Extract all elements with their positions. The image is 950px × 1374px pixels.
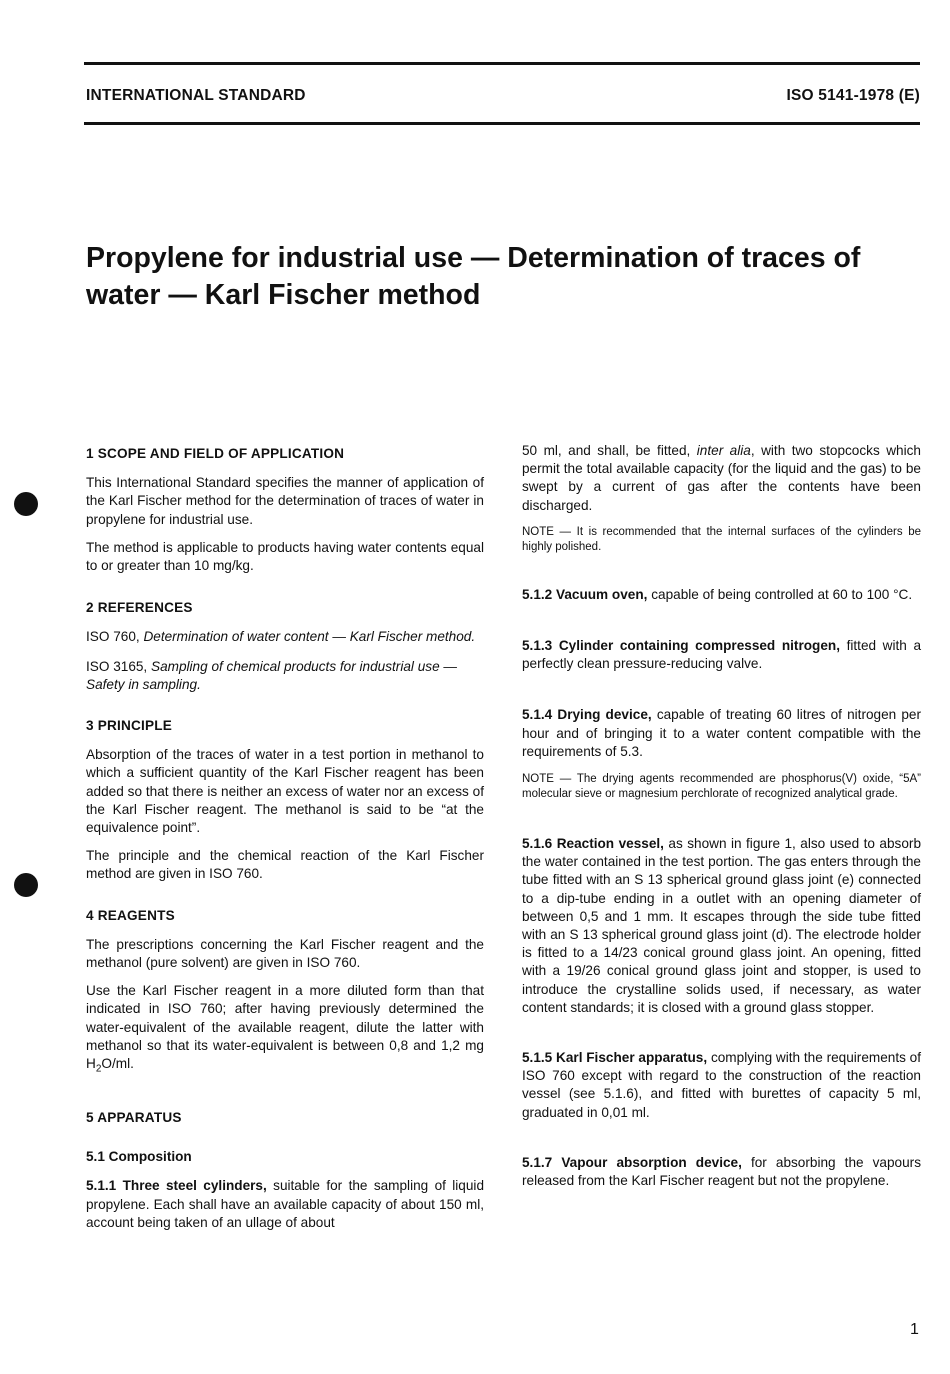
subsection-heading-composition: 5.1 Composition (86, 1149, 192, 1165)
clause-term: Vapour absorption device, (561, 1154, 742, 1170)
clause-number: 5.1.5 (522, 1050, 553, 1066)
reference-item (86, 628, 484, 646)
reagents-paragraph: The prescriptions concerning the Karl Fischer reagent and the methanol (pure solvent) are given in ISO 760. (86, 936, 484, 971)
note-cylinder-surfaces: NOTE — It is recommended that the internal surfaces of the cylinders be highly polished. (522, 525, 921, 553)
clause-term: Three steel cylinders, (122, 1178, 267, 1194)
clause-5-1-6 (522, 835, 921, 1017)
clause-term: Drying device, (557, 707, 652, 723)
continuation-text: 50 ml, and shall, be fitted, (522, 443, 691, 458)
clause-number: 5.1.3 (522, 638, 553, 654)
section-heading-reagents: 4 REAGENTS (86, 907, 175, 923)
section-heading-apparatus: 5 APPARATUS (86, 1110, 182, 1125)
reference-title: Determination of water content — Karl Fischer method. (143, 629, 476, 645)
reference-code: ISO 760, (86, 629, 140, 645)
title-line-2: water — Karl Fischer method (86, 279, 481, 311)
title-line-1: Propylene for industrial use — Determination of traces of (86, 242, 861, 274)
clause-text: complying with the requirements of ISO 760 except with regard to the construction of the reaction vessel (see 5.1.6), and fitted with burettes of capacity 5 ml, graduated in 0,01 ml. (522, 1050, 922, 1120)
right-column (522, 442, 921, 1190)
continuation-text-end: , with two stopcocks which permit the total available capacity (for the liquid and the gas) to be swept by a current of gas after the contents have been discharged. (522, 443, 921, 513)
clause-5-1-1 (86, 1177, 484, 1232)
note-drying-agents: NOTE — The drying agents recommended are phosphorus(V) oxide, “5A” molecular sieve or magnesium perchlorate of recognized analytical grade. (522, 773, 921, 801)
margin-bullet-mark (14, 873, 38, 897)
header-bottom-rule (84, 122, 920, 125)
reference-item (86, 658, 484, 694)
dilution-text: Use the Karl Fischer reagent in a more diluted form than that indicated in ISO 760; after having previously determined the water-equivalent of the available reagent, dilute the latter with methanol so that its water-equivalent is between 0,8 and 1,2 mg H (86, 983, 484, 1072)
clause-term: Karl Fischer apparatus, (556, 1050, 708, 1066)
standard-number-label: ISO 5141-1978 (E) (786, 87, 920, 104)
section-heading-principle: 3 PRINCIPLE (86, 718, 173, 734)
clause-text: capable of treating 60 litres of nitrogen per hour and of bringing it to a water content compatible with the requirements of 5.3. (522, 707, 921, 759)
clause-5-1-4 (522, 706, 921, 761)
clause-term: Vacuum oven, (556, 586, 648, 602)
section-heading-references: 2 REFERENCES (86, 600, 193, 616)
clause-number: 5.1.4 (522, 707, 553, 723)
clause-number: 5.1.1 (86, 1178, 117, 1194)
clause-text: capable of being controlled at 60 to 100 °C. (651, 586, 913, 602)
dilution-unit: O/ml. (101, 1056, 134, 1072)
principle-reference-paragraph: The principle and the chemical reaction of the Karl Fischer method are given in ISO 760. (86, 848, 484, 882)
clause-text: for absorbing the vapours released from the Karl Fischer reagent but not the propylene. (522, 1154, 921, 1189)
clause-5-1-2 (522, 586, 921, 604)
reagent-dilution-paragraph (86, 982, 484, 1079)
left-column (86, 442, 484, 1232)
clause-text: suitable for the sampling of liquid propylene. Each shall have an available capacity of about 150 ml, account being taken of an ullage of about (86, 1178, 485, 1230)
margin-bullet-mark (14, 492, 38, 516)
clause-5-1-3 (522, 637, 921, 673)
subscript-2: 2 (95, 1063, 102, 1075)
clause-text: fitted with a perfectly clean pressure-reducing valve. (522, 638, 922, 672)
continuation-italic: inter alia (696, 443, 751, 458)
principle-paragraph: Absorption of the traces of water in a test portion in methanol to which a sufficient quantity of the Karl Fischer reagent has been added so that there is neither an excess of water nor an excess of the Karl Fischer reagent. The methanol is said to be “at the equivalence point”. (86, 747, 484, 836)
scope-paragraph: This International Standard specifies the manner of application of the Karl Fischer method for the determination of traces of water in propylene for industrial use. (86, 475, 484, 527)
clause-text: as shown in figure 1, also used to absorb the water contained in the test portion. The gas enters through the tube fitted with an S 13 spherical ground glass joint (e) connected to a dip-tube ending in a outlet with an opening diameter of between 0,5 and 1 mm. It escapes through the side tube fitted with an S 13 spherical ground glass joint (d). The electrode holder is fitted to a 14/23 conical ground glass joint. An opening, fitted with a 19/26 conical ground glass joint and stopper, is used to introduce the crystalline solids used, if necessary, as water content standards; it is closed with a ground glass stopper. (522, 836, 921, 1015)
clause-number: 5.1.6 (522, 836, 553, 852)
clause-5-1-5 (522, 1049, 921, 1122)
clause-term: Reaction vessel, (556, 836, 664, 852)
reference-code: ISO 3165, (86, 658, 148, 674)
clause-number: 5.1.2 (522, 586, 553, 602)
page-number: 1 (910, 1321, 919, 1338)
document-type-label: INTERNATIONAL STANDARD (86, 87, 306, 104)
scope-applicability-paragraph: The method is applicable to products having water contents equal to or greater than 10 mg/kg. (86, 539, 484, 574)
document-title (86, 240, 886, 314)
section-heading-scope: 1 SCOPE AND FIELD OF APPLICATION (86, 446, 345, 461)
reference-title: Sampling of chemical products for industrial use — Safety in sampling. (86, 658, 457, 692)
clause-term: Cylinder containing compressed nitrogen, (558, 638, 840, 654)
clause-number: 5.1.7 (522, 1154, 553, 1170)
header-top-rule (84, 62, 920, 65)
clause-5-1-7 (522, 1154, 921, 1190)
clause-5-1-1-continuation (522, 442, 921, 515)
